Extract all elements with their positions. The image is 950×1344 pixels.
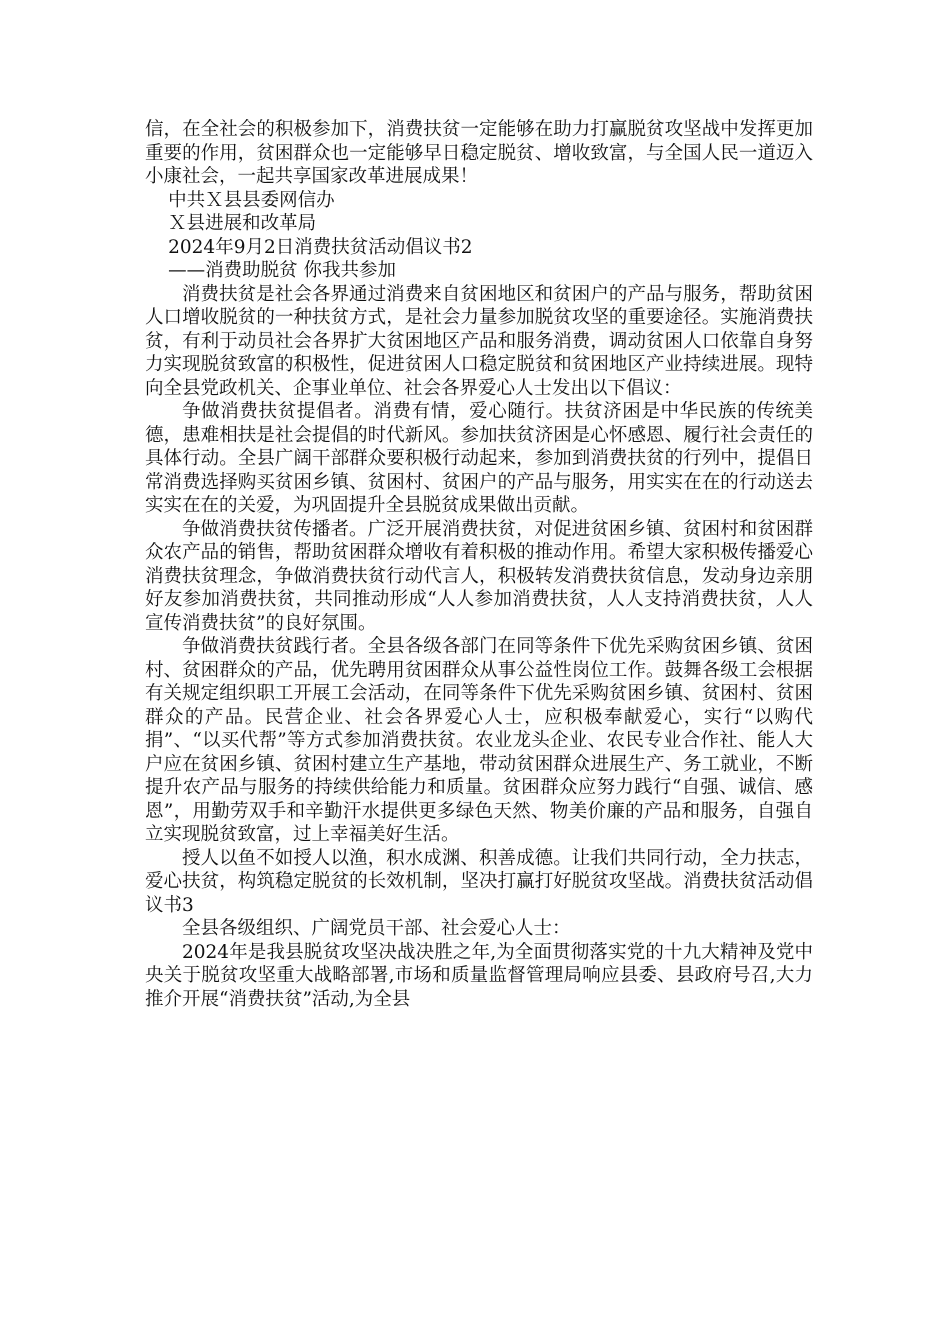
paragraph-salutation: 全县各级组织、广阔党员干部、社会爱心人士：	[182, 918, 571, 939]
date-title-line: 2024年9月2日消费扶贫活动倡议书2	[168, 236, 473, 258]
paragraph-practitioner: 争做消费扶贫践行者。全县各级各部门在同等条件下优先采购贫困乡镇、贫困村、贫困群众的产品，优先聘用贫困群众从事公益性岗位工作。鼓舞各级工会根据有关规定组织职工开展工会活动，在同等条件下优先采购贫困乡镇、贫困村、贫困群众的产品。民营企业、社会各界爱心人士，应积极奉献爱心，实行“以购代捐”、“以买代帮”等方式参加消费扶贫。农业龙头企业、农民专业合作社、能人大户应在贫困乡镇、贫困村建立生产基地，带动贫困群众进展生产、务工就业，不断提升农产品与服务的持续供给能力和质量。贫困群众应努力践行“自强、诚信、感恩”，用勤劳双手和辛勤汗水提供更多绿色天然、物美价廉的产品和服务，自强自立实现脱贫致富，过上幸福美好生活。	[145, 636, 813, 845]
subtitle-line: ——消费助脱贫 你我共参加	[168, 260, 397, 281]
document-body	[145, 118, 813, 1011]
paragraph-closing: 信，在全社会的积极参加下，消费扶贫一定能够在助力打赢脱贫攻坚战中发挥更加重要的作用，贫困群众也一定能够早日稳定脱贫、增收致富，与全国人民一道迈入小康社会，一起共享国家改革进展成果！	[145, 119, 813, 187]
paragraph-conclusion: 授人以鱼不如授人以渔，积水成渊、积善成德。让我们共同行动，全力扶志，爱心扶贫，构筑稳定脱贫的长效机制，坚决打赢打好脱贫攻坚战。消费扶贫活动倡议书3	[145, 847, 813, 916]
signature-line-2: Ｘ县进展和改革局	[168, 213, 317, 234]
paragraph-final: 2024年是我县脱贫攻坚决战决胜之年,为全面贯彻落实党的十九大精神及党中央关于脱贫攻坚重大战略部署,市场和质量监督管理局响应县委、县政府号召,大力推介开展“消费扶贫”活动,为全县	[145, 941, 813, 1010]
paragraph-intro: 消费扶贫是社会各界通过消费来自贫困地区和贫困户的产品与服务，帮助贫困人口增收脱贫的一种扶贫方式，是社会力量参加脱贫攻坚的重要途径。实施消费扶贫，有利于动员社会各界扩大贫困地区产品和服务消费，调动贫困人口依靠自身努力实现脱贫致富的积极性，促进贫困人口稳定脱贫和贫困地区产业持续进展。现特向全县党政机关、企事业单位、社会各界爱心人士发出以下倡议：	[145, 283, 813, 399]
paragraph-advocate: 争做消费扶贫提倡者。消费有情，爱心随行。扶贫济困是中华民族的传统美德，患难相扶是社会提倡的时代新风。参加扶贫济困是心怀感恩、履行社会责任的具体行动。全县广阔干部群众要积极行动起来，参加到消费扶贫的行列中，提倡日常消费选择购买贫困乡镇、贫困村、贫困户的产品与服务，用实实在在的行动送去实实在在的关爱，为巩固提升全县脱贫成果做出贡献。	[145, 401, 813, 516]
paragraph-communicator: 争做消费扶贫传播者。广泛开展消费扶贫，对促进贫困乡镇、贫困村和贫困群众农产品的销售，帮助贫困群众增收有着积极的推动作用。希望大家积极传播爱心消费扶贫理念，争做消费扶贫行动代言人，积极转发消费扶贫信息，发动身边亲朋好友参加消费扶贫，共同推动形成“人人参加消费扶贫，人人支持消费扶贫，人人宣传消费扶贫”的良好氛围。	[145, 518, 813, 634]
signature-line-1: 中共Ｘ县县委网信办	[168, 189, 335, 211]
